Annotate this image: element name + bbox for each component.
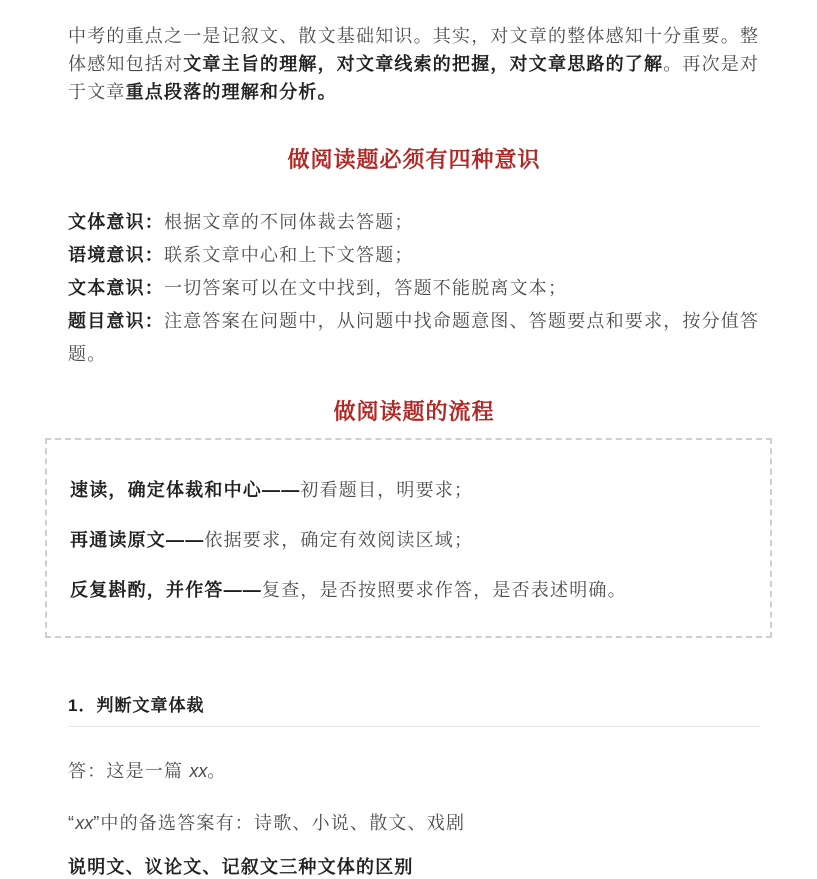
awareness-list	[68, 206, 760, 371]
awareness-text: 一切答案可以在文中找到，答题不能脱离文本；	[164, 278, 568, 298]
step-lead: 再通读原文——	[70, 530, 205, 550]
answer-line	[68, 757, 760, 785]
section-1-title: 1．判断文章体裁	[68, 696, 205, 715]
awareness-label: 题目意识：	[68, 311, 164, 331]
awareness-item-style	[68, 206, 760, 239]
awareness-item-text	[68, 272, 760, 305]
process-step-3	[70, 576, 745, 604]
options-placeholder-xx: xx	[75, 813, 94, 833]
process-step-1	[70, 476, 745, 504]
step-rest: 初看题目，明要求；	[300, 480, 474, 500]
answer-pre: 答：这是一篇	[68, 761, 190, 781]
awareness-label: 语境意识：	[68, 245, 164, 265]
options-pre: “	[68, 813, 76, 833]
awareness-item-context	[68, 239, 760, 272]
intro-run-4-bold: 重点段落的理解和分析。	[125, 82, 337, 102]
awareness-item-question	[68, 305, 760, 371]
intro-run-3: 。再次是对于文章	[68, 54, 760, 102]
awareness-text: 注意答案在问题中，从问题中找命题意图、答题要点和要求，按分值答题。	[68, 311, 760, 364]
section-divider	[68, 726, 760, 727]
options-line	[68, 809, 760, 837]
step-lead: 反复斟酌，并作答——	[70, 580, 262, 600]
process-step-2	[70, 526, 745, 554]
answer-placeholder-xx: xx	[189, 761, 208, 781]
intro-run-2-bold: 文章主旨的理解，对文章线索的把握，对文章思路的了解	[183, 54, 664, 74]
intro-run-1: 中考的重点之一是记叙文、散文基础知识。其实，对文章的整体感知十分重要。整体感知包括对	[68, 26, 760, 74]
answer-post: 。	[207, 761, 227, 781]
heading-process: 做阅读题的流程	[333, 399, 495, 424]
intro-paragraph	[68, 22, 760, 106]
awareness-label: 文本意识：	[68, 278, 164, 298]
heading-four-awareness: 做阅读题必须有四种意识	[287, 147, 541, 172]
process-steps-box	[45, 438, 772, 638]
step-lead: 速读，确定体裁和中心——	[70, 480, 301, 500]
options-post: ”中的备选答案有：诗歌、小说、散文、戏剧	[93, 813, 466, 833]
awareness-text: 联系文章中心和上下文答题；	[164, 245, 414, 265]
awareness-label: 文体意识：	[68, 212, 164, 232]
step-rest: 复查，是否按照要求作答，是否表述明确。	[262, 580, 627, 600]
genre-distinction-heading: 说明文、议论文、记叙文三种文体的区别	[68, 857, 414, 877]
awareness-text: 根据文章的不同体裁去答题；	[164, 212, 414, 232]
step-rest: 依据要求，确定有效阅读区域；	[204, 530, 474, 550]
